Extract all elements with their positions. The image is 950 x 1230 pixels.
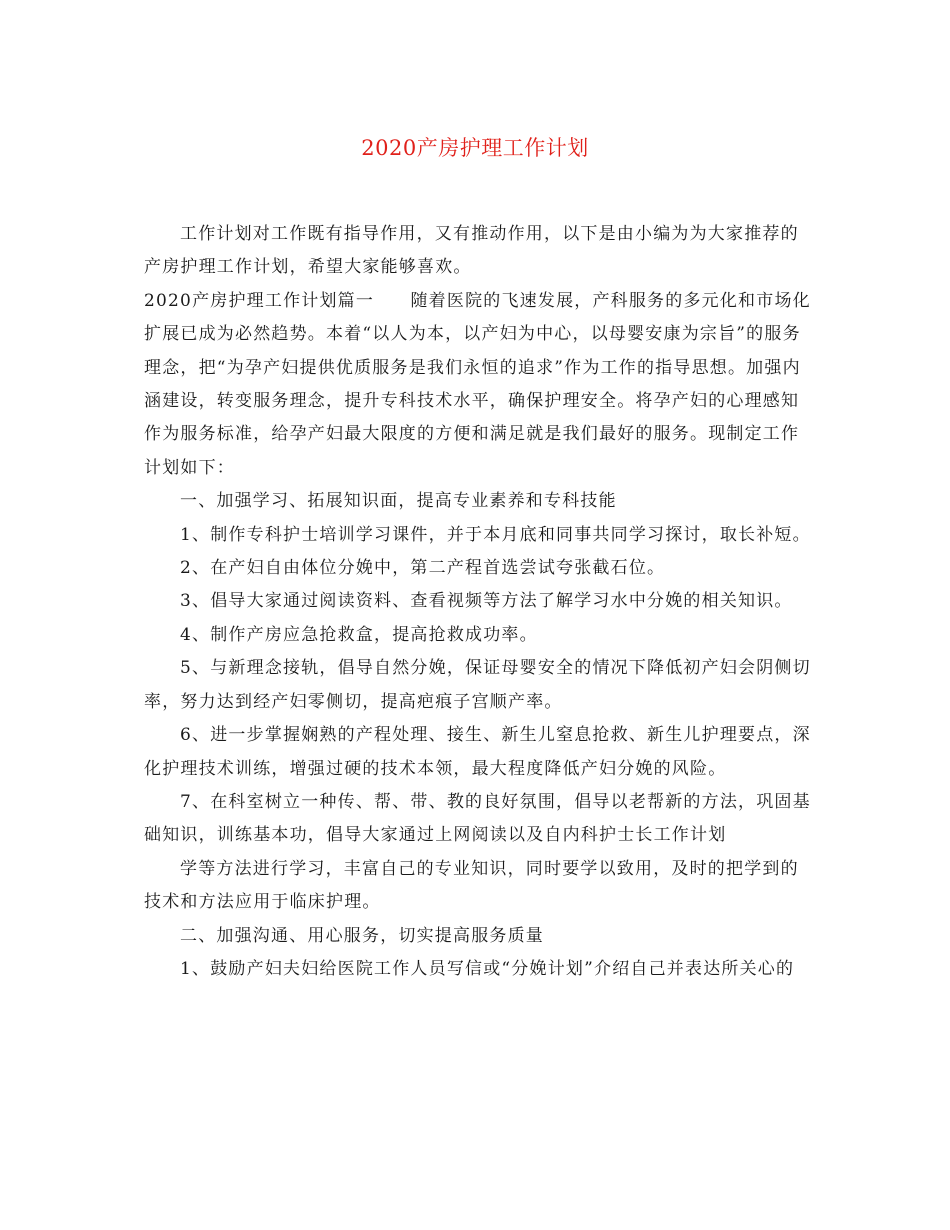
paragraph-section-heading: 2020产房护理工作计划篇一 随着医院的飞速发展，产科服务的多元化和市场化扩展已成为必然趋势。本着“以人为本，以产妇为中心，以母婴安康为宗旨”的服务理念，把“为孕产妇提供优质服务是我们永恒的追求”作为工作的指导思想。加强内涵建设，转变服务理念，提升专科技术水平，确保护理安全。将孕产妇的心理感知作为服务标准，给孕产妇最大限度的方便和满足就是我们最好的服务。现制定工作计划如下： — [144, 290, 811, 478]
paragraph-item-7: 7、在科室树立一种传、帮、带、教的良好氛围，倡导以老帮新的方法，巩固基础知识，训练基本功，倡导大家通过上网阅读以及自内科护士长工作计划 — [144, 791, 811, 846]
document-body — [144, 218, 814, 986]
paragraph-item-2: 2、在产妇自由体位分娩中，第二产程首选尝试夸张截石位。 — [180, 558, 666, 579]
paragraph-item-7-continued: 学等方法进行学习，丰富自己的专业知识，同时要学以致用，及时的把学到的技术和方法应用于临床护理。 — [144, 858, 799, 913]
paragraph-item-4: 4、制作产房应急抢救盒，提高抢救成功率。 — [180, 624, 538, 645]
paragraph-item-1: 1、制作专科护士培训学习课件，并于本月底和同事共同学习探讨，取长补短。 — [180, 524, 811, 545]
paragraph-item-6: 6、进一步掌握娴熟的产程处理、接生、新生儿窒息抢救、新生儿护理要点，深化护理技术训练，增强过硬的技术本领，最大程度降低产妇分娩的风险。 — [144, 725, 811, 779]
paragraph-item-5: 5、与新理念接轨，倡导自然分娩，保证母婴安全的情况下降低初产妇会阴侧切率，努力达到经产妇零侧切，提高疤痕子宫顺产率。 — [144, 658, 811, 712]
paragraph-intro: 工作计划对工作既有指导作用，又有推动作用，以下是由小编为为大家推荐的产房护理工作计划，希望大家能够喜欢。 — [144, 224, 799, 278]
paragraph-item-2-1: 1、鼓励产妇夫妇给医院工作人员写信或“分娩计划”介绍自己并表达所关心的 — [180, 958, 795, 979]
paragraph-heading-two: 二、加强沟通、用心服务，切实提高服务质量 — [180, 925, 544, 946]
paragraph-item-3: 3、倡导大家通过阅读资料、查看视频等方法了解学习水中分娩的相关知识。 — [180, 591, 793, 612]
paragraph-heading-one: 一、加强学习、拓展知识面，提高专业素养和专科技能 — [180, 491, 617, 512]
document-title: 2020产房护理工作计划 — [361, 136, 589, 160]
